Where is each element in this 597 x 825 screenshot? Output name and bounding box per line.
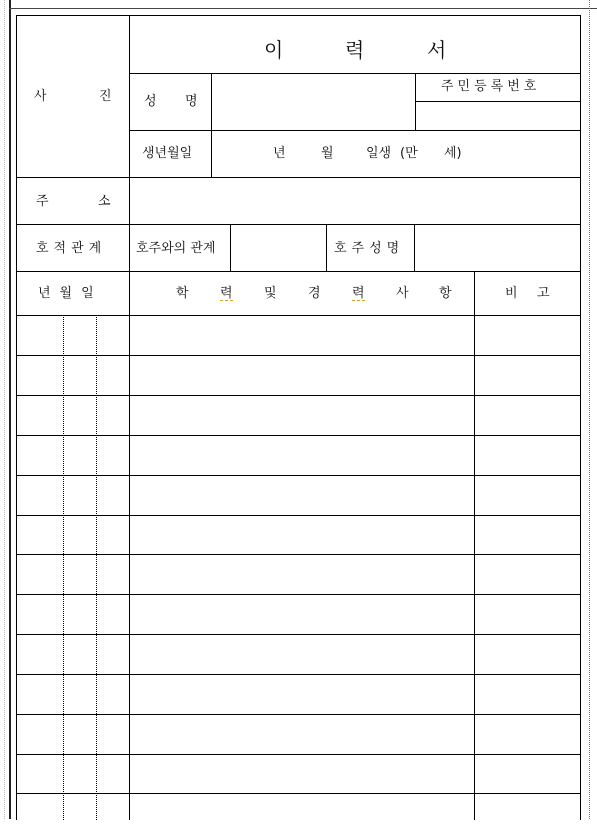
history-row-line bbox=[16, 793, 581, 794]
relation-value-divider bbox=[326, 224, 327, 271]
history-row-line bbox=[16, 475, 581, 476]
history-row-line bbox=[16, 634, 581, 635]
age-prefix: (만 bbox=[400, 146, 418, 161]
date-header: 년월일 bbox=[38, 286, 103, 301]
resident-number-mid-line bbox=[415, 101, 581, 102]
name-label-char: 성 bbox=[144, 94, 157, 109]
photo-bottom-line bbox=[16, 177, 581, 178]
history-row-line bbox=[16, 714, 581, 715]
history-row-line bbox=[16, 435, 581, 436]
frame-right bbox=[580, 15, 581, 820]
family-relation-label: 호적관계 bbox=[36, 241, 107, 256]
age-suffix: 세) bbox=[444, 146, 462, 161]
history-header-bottom-line bbox=[16, 315, 581, 316]
resume-form bbox=[16, 15, 581, 825]
remarks-column-divider bbox=[474, 271, 475, 820]
history-row-line bbox=[16, 515, 581, 516]
head-name-label-divider bbox=[414, 224, 415, 271]
address-label-char: 소 bbox=[98, 194, 111, 209]
photo-label-char: 사 bbox=[34, 89, 47, 104]
remarks-header-char: 고 bbox=[537, 286, 550, 301]
frame-top bbox=[16, 15, 581, 16]
name-label-divider bbox=[211, 73, 212, 178]
photo-divider bbox=[129, 15, 130, 225]
history-row-line bbox=[16, 554, 581, 555]
history-header-char: 경 bbox=[308, 286, 321, 301]
history-header-char: 항 bbox=[439, 286, 452, 301]
frame-left bbox=[16, 15, 17, 820]
page-margin-guide-left bbox=[4, 0, 5, 819]
history-row-line bbox=[16, 594, 581, 595]
history-header-char: 및 bbox=[264, 286, 277, 301]
title-char: 이 bbox=[264, 38, 284, 62]
page-margin-guide-right bbox=[589, 0, 590, 819]
history-header-char: 력 bbox=[352, 286, 365, 301]
history-row-line bbox=[16, 754, 581, 755]
date-month-day-divider bbox=[96, 315, 97, 820]
birth-label: 생년월일 bbox=[142, 146, 193, 161]
remarks-header-char: 비 bbox=[505, 286, 518, 301]
name-row-bottom-line bbox=[129, 130, 581, 131]
history-row-line bbox=[16, 395, 581, 396]
name-label-char: 명 bbox=[185, 94, 198, 109]
date-column-divider bbox=[129, 271, 130, 820]
resident-number-label: 주민등록번호 bbox=[441, 79, 541, 94]
history-row-line bbox=[16, 355, 581, 356]
history-header-char: 학 bbox=[176, 286, 189, 301]
history-row-line bbox=[16, 674, 581, 675]
household-head-name-label: 호주성명 bbox=[334, 241, 405, 256]
history-header-char: 력 bbox=[220, 286, 233, 301]
address-bottom-line bbox=[16, 224, 581, 225]
date-year-month-divider bbox=[63, 315, 64, 820]
history-header-char: 사 bbox=[396, 286, 409, 301]
page-edge bbox=[9, 0, 11, 819]
title-char: 력 bbox=[345, 38, 365, 62]
title-char: 서 bbox=[427, 38, 447, 62]
title-bottom-line bbox=[129, 73, 581, 74]
birth-month-unit: 월 bbox=[321, 146, 334, 161]
relation-label-divider bbox=[230, 224, 231, 271]
family-bottom-line bbox=[16, 271, 581, 272]
family-label-divider bbox=[129, 224, 130, 271]
photo-label-char: 진 bbox=[99, 89, 112, 104]
address-label-char: 주 bbox=[36, 194, 49, 209]
birth-day-unit: 일생 bbox=[366, 146, 392, 161]
birth-year-unit: 년 bbox=[273, 146, 286, 161]
relation-with-head-label: 호주와의 관계 bbox=[136, 241, 216, 256]
page-edge-top bbox=[9, 8, 597, 9]
